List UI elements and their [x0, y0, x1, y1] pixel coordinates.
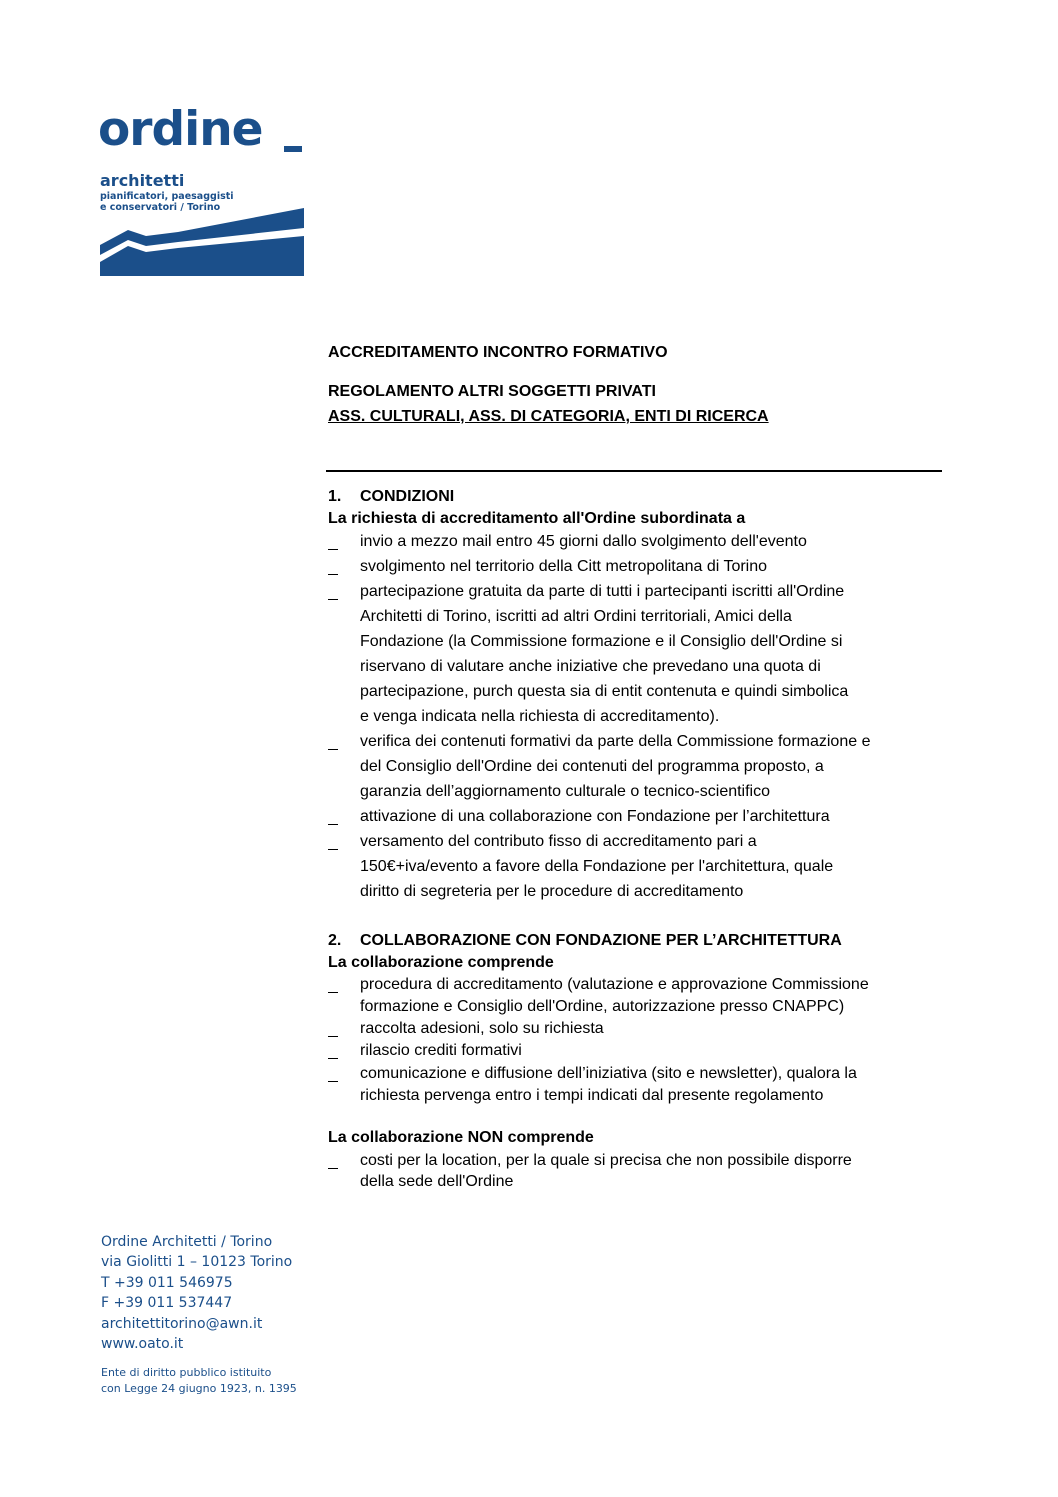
bullet-marker — [328, 1081, 338, 1082]
section2-number: 2. — [328, 932, 342, 949]
list-item-continuation: partecipazione, purch questa sia di entit contenuta e quindi simbolica — [360, 683, 849, 700]
footer-phone: T +39 011 546975 — [101, 1275, 233, 1291]
bullet-marker — [328, 549, 338, 550]
list-item-continuation: Architetti di Torino, iscritti ad altri Ordini territoriali, Amici della — [360, 608, 792, 625]
document-title: ACCREDITAMENTO INCONTRO FORMATIVO — [328, 344, 668, 361]
section1-intro: La richiesta di accreditamento all'Ordine subordinata a — [328, 510, 746, 527]
list-item-continuation: Fondazione (la Commissione formazione e il Consiglio dell'Ordine si — [360, 633, 843, 650]
list-item: versamento del contributo fisso di accreditamento pari a — [360, 833, 757, 850]
logo-wordmark: ordine — [98, 102, 263, 157]
section1-number: 1. — [328, 488, 342, 505]
bullet-marker — [328, 992, 338, 993]
footer-email[interactable]: architettitorino@awn.it — [101, 1316, 263, 1332]
logo-mountain-graphic — [98, 200, 308, 280]
list-item: costi per la location, per la quale si precisa che non possibile disporre — [360, 1152, 852, 1169]
document-subtitle: REGOLAMENTO ALTRI SOGGETTI PRIVATI — [328, 383, 656, 400]
section1-heading: CONDIZIONI — [360, 488, 455, 505]
divider-rule — [326, 470, 942, 472]
list-item: procedura di accreditamento (valutazione e approvazione Commissione — [360, 976, 869, 993]
logo — [98, 100, 308, 285]
bullet-marker — [328, 849, 338, 850]
list-item-continuation: 150€+iva/evento a favore della Fondazione per l'architettura, quale — [360, 858, 834, 875]
list-item-continuation: diritto di segreteria per le procedure di accreditamento — [360, 883, 744, 900]
footer-org: Ordine Architetti / Torino — [101, 1234, 273, 1250]
logo-dash — [284, 146, 302, 152]
document-subtitle-2: ASS. CULTURALI, ASS. DI CATEGORIA, ENTI DI RICERCA — [328, 408, 769, 425]
logo-line2-text: pianificatori, paesaggisti — [100, 191, 234, 202]
footer-note-2: con Legge 24 giugno 1923, n. 1395 — [101, 1382, 297, 1395]
list-item: raccolta adesioni, solo su richiesta — [360, 1020, 604, 1037]
footer-note-1: Ente di diritto pubblico istituito — [101, 1366, 272, 1379]
logo-line1: architetti — [100, 171, 185, 190]
section2-intro-2: La collaborazione NON comprende — [328, 1129, 594, 1146]
bullet-marker — [328, 1036, 338, 1037]
section2-intro: La collaborazione comprende — [328, 954, 554, 971]
section2-heading: COLLABORAZIONE CON FONDAZIONE PER L’ARCHITETTURA — [360, 932, 842, 949]
bullet-marker — [328, 1058, 338, 1059]
list-item: invio a mezzo mail entro 45 giorni dallo svolgimento dell'evento — [360, 533, 807, 550]
list-item: rilascio crediti formativi — [360, 1042, 522, 1059]
list-item-continuation: della sede dell'Ordine — [360, 1173, 514, 1190]
bullet-marker — [328, 1168, 338, 1169]
footer-address: via Giolitti 1 – 10123 Torino — [101, 1254, 293, 1270]
list-item-continuation: formazione e Consiglio dell'Ordine, autorizzazione presso CNAPPC) — [360, 998, 845, 1015]
list-item-continuation: riservano di valutare anche iniziative che prevedano una quota di — [360, 658, 821, 675]
list-item-continuation: garanzia dell’aggiornamento culturale o tecnico-scientifico — [360, 783, 771, 800]
footer-fax: F +39 011 537447 — [101, 1295, 233, 1311]
list-item: attivazione di una collaborazione con Fondazione per l’architettura — [360, 808, 830, 825]
list-item: svolgimento nel territorio della Citt metropolitana di Torino — [360, 558, 768, 575]
bullet-marker — [328, 599, 338, 600]
list-item-continuation: richiesta pervenga entro i tempi indicati dal presente regolamento — [360, 1087, 824, 1104]
list-item: partecipazione gratuita da parte di tutti i partecipanti iscritti all'Ordine — [360, 583, 845, 600]
bullet-marker — [328, 574, 338, 575]
list-item: comunicazione e diffusione dell’iniziativa (sito e newsletter), qualora la — [360, 1065, 857, 1082]
list-item: verifica dei contenuti formativi da parte della Commissione formazione e — [360, 733, 871, 750]
bullet-marker — [328, 824, 338, 825]
list-item-continuation: e venga indicata nella richiesta di accreditamento). — [360, 708, 720, 725]
logo-line3-text: e conservatori / Torino — [100, 202, 221, 213]
list-item-continuation: del Consiglio dell'Ordine dei contenuti del programma proposto, a — [360, 758, 824, 775]
footer-website[interactable]: www.oato.it — [101, 1336, 184, 1352]
bullet-marker — [328, 749, 338, 750]
